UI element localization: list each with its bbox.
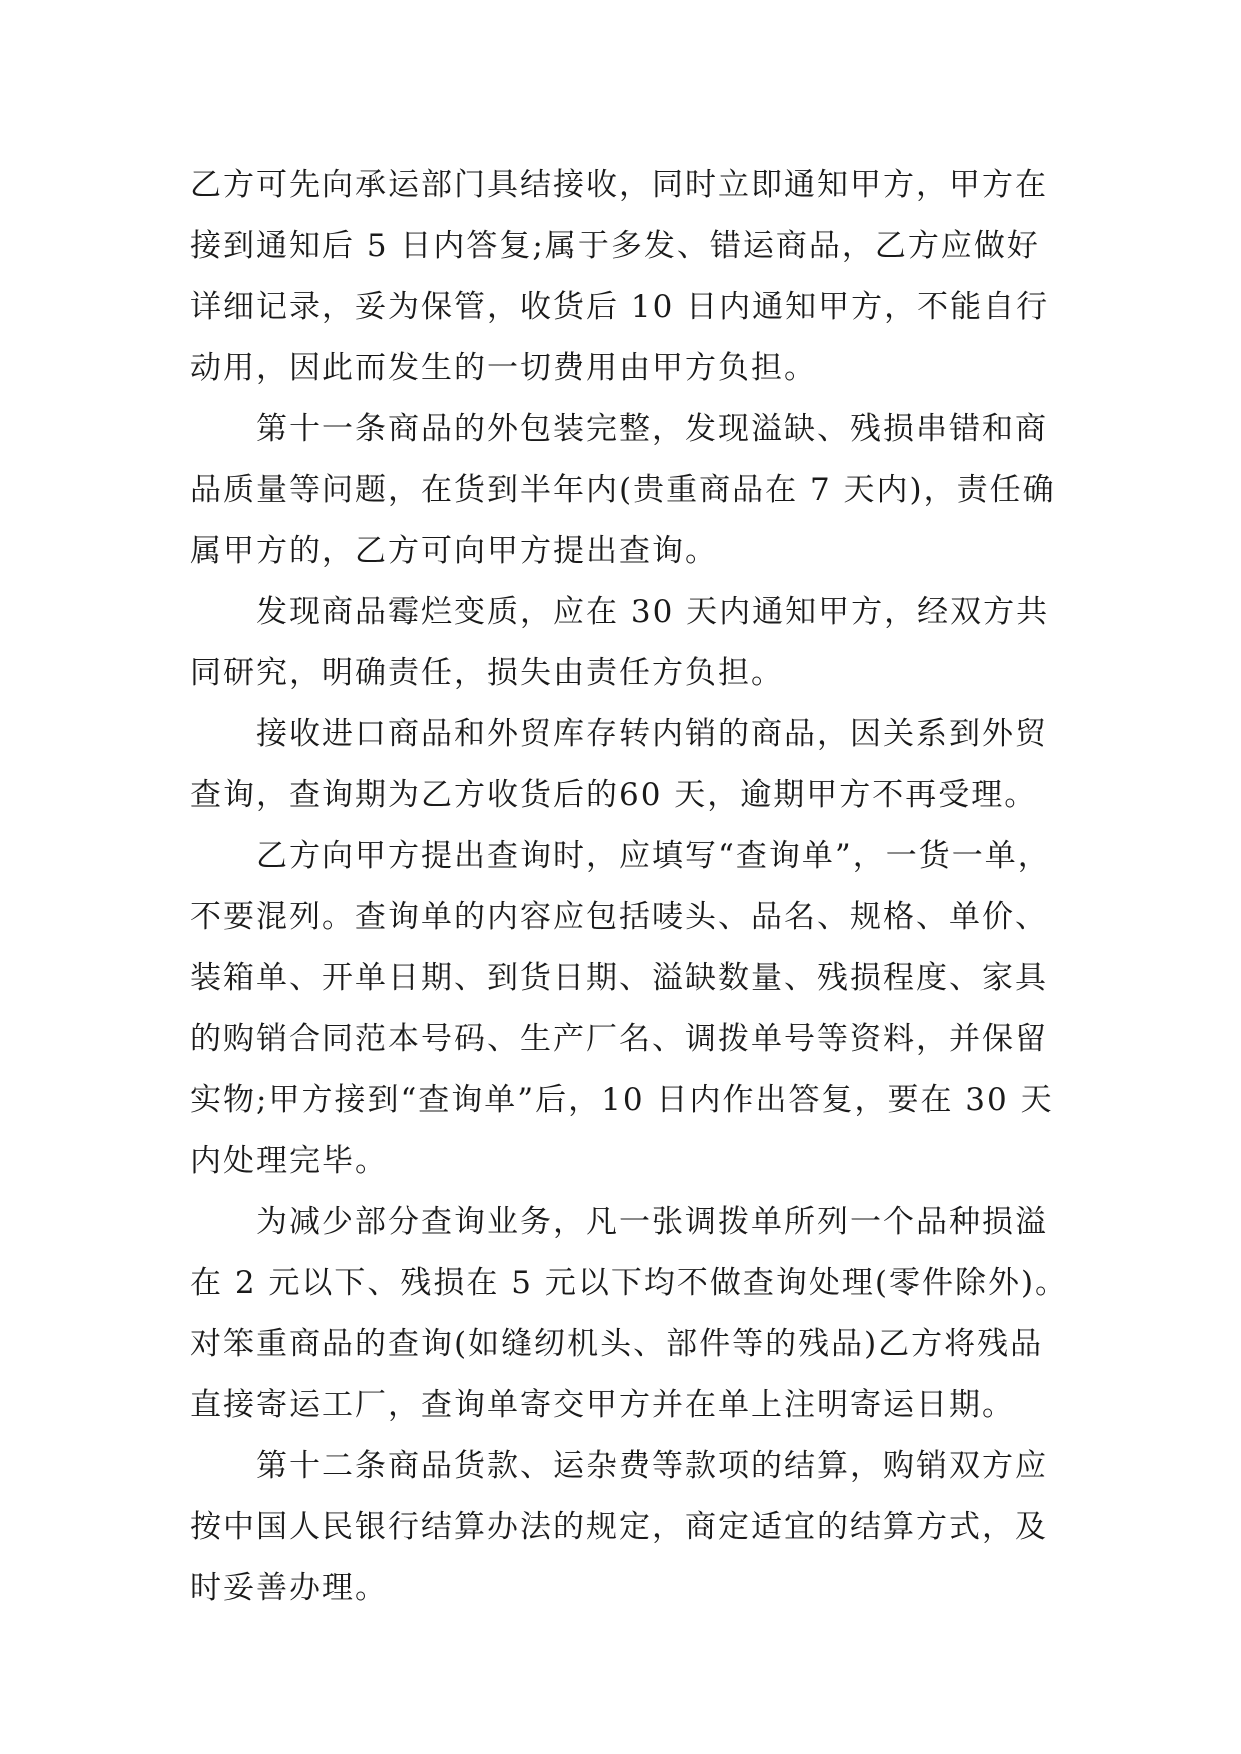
paragraph-3: [190, 582, 1050, 704]
text-line: 实物;甲方接到“查询单”后，10 日内作出答复，要在 30 天: [190, 1082, 1054, 1118]
text-line: 按中国人民银行结算办法的规定，商定适宜的结算方式，及: [190, 1509, 1048, 1545]
text-line: 接收进口商品和外贸库存转内销的商品，因关系到外贸: [256, 716, 1048, 752]
text-line: 装箱单、开单日期、到货日期、溢缺数量、残损程度、家具: [190, 960, 1048, 996]
text-line: 发现商品霉烂变质，应在 30 天内通知甲方，经双方共: [256, 594, 1050, 630]
text-line: 第十二条商品货款、运杂费等款项的结算，购销双方应: [256, 1448, 1048, 1484]
document-body: [190, 155, 1069, 1619]
paragraph-article-12: [190, 1436, 1050, 1619]
text-line: 同研究，明确责任，损失由责任方负担。: [190, 655, 784, 691]
text-line: 直接寄运工厂，查询单寄交甲方并在单上注明寄运日期。: [190, 1387, 1015, 1423]
text-line: 内处理完毕。: [190, 1143, 388, 1179]
text-line: 查询，查询期为乙方收货后的60 天，逾期甲方不再受理。: [190, 777, 1038, 813]
text-line: 不要混列。查询单的内容应包括唛头、品名、规格、单价、: [190, 899, 1048, 935]
text-line: 的购销合同范本号码、生产厂名、调拨单号等资料，并保留: [190, 1021, 1048, 1057]
paragraph-1: [190, 155, 1050, 399]
text-line: 动用，因此而发生的一切费用由甲方负担。: [190, 350, 817, 386]
text-line: 乙方向甲方提出查询时，应填写“查询单”，一货一单，: [256, 838, 1051, 874]
text-line: 在 2 元以下、残损在 5 元以下均不做查询处理(零件除外)。: [190, 1265, 1069, 1301]
text-line: 属甲方的，乙方可向甲方提出查询。: [190, 533, 718, 569]
text-line: 第十一条商品的外包装完整，发现溢缺、残损串错和商: [256, 411, 1048, 447]
paragraph-article-11: [190, 399, 1056, 582]
paragraph-4: [190, 704, 1050, 826]
paragraph-5: [190, 826, 1054, 1192]
text-line: 详细记录，妥为保管，收货后 10 日内通知甲方，不能自行: [190, 289, 1050, 325]
text-line: 乙方可先向承运部门具结接收，同时立即通知甲方，甲方在: [190, 167, 1048, 203]
text-line: 时妥善办理。: [190, 1570, 388, 1606]
text-line: 对笨重商品的查询(如缝纫机头、部件等的残品)乙方将残品: [190, 1326, 1044, 1362]
paragraph-6: [190, 1192, 1069, 1436]
text-line: 品质量等问题，在货到半年内(贵重商品在 7 天内)，责任确: [190, 472, 1056, 508]
text-line: 为减少部分查询业务，凡一张调拨单所列一个品种损溢: [256, 1204, 1048, 1240]
text-line: 接到通知后 5 日内答复;属于多发、错运商品，乙方应做好: [190, 228, 1040, 264]
